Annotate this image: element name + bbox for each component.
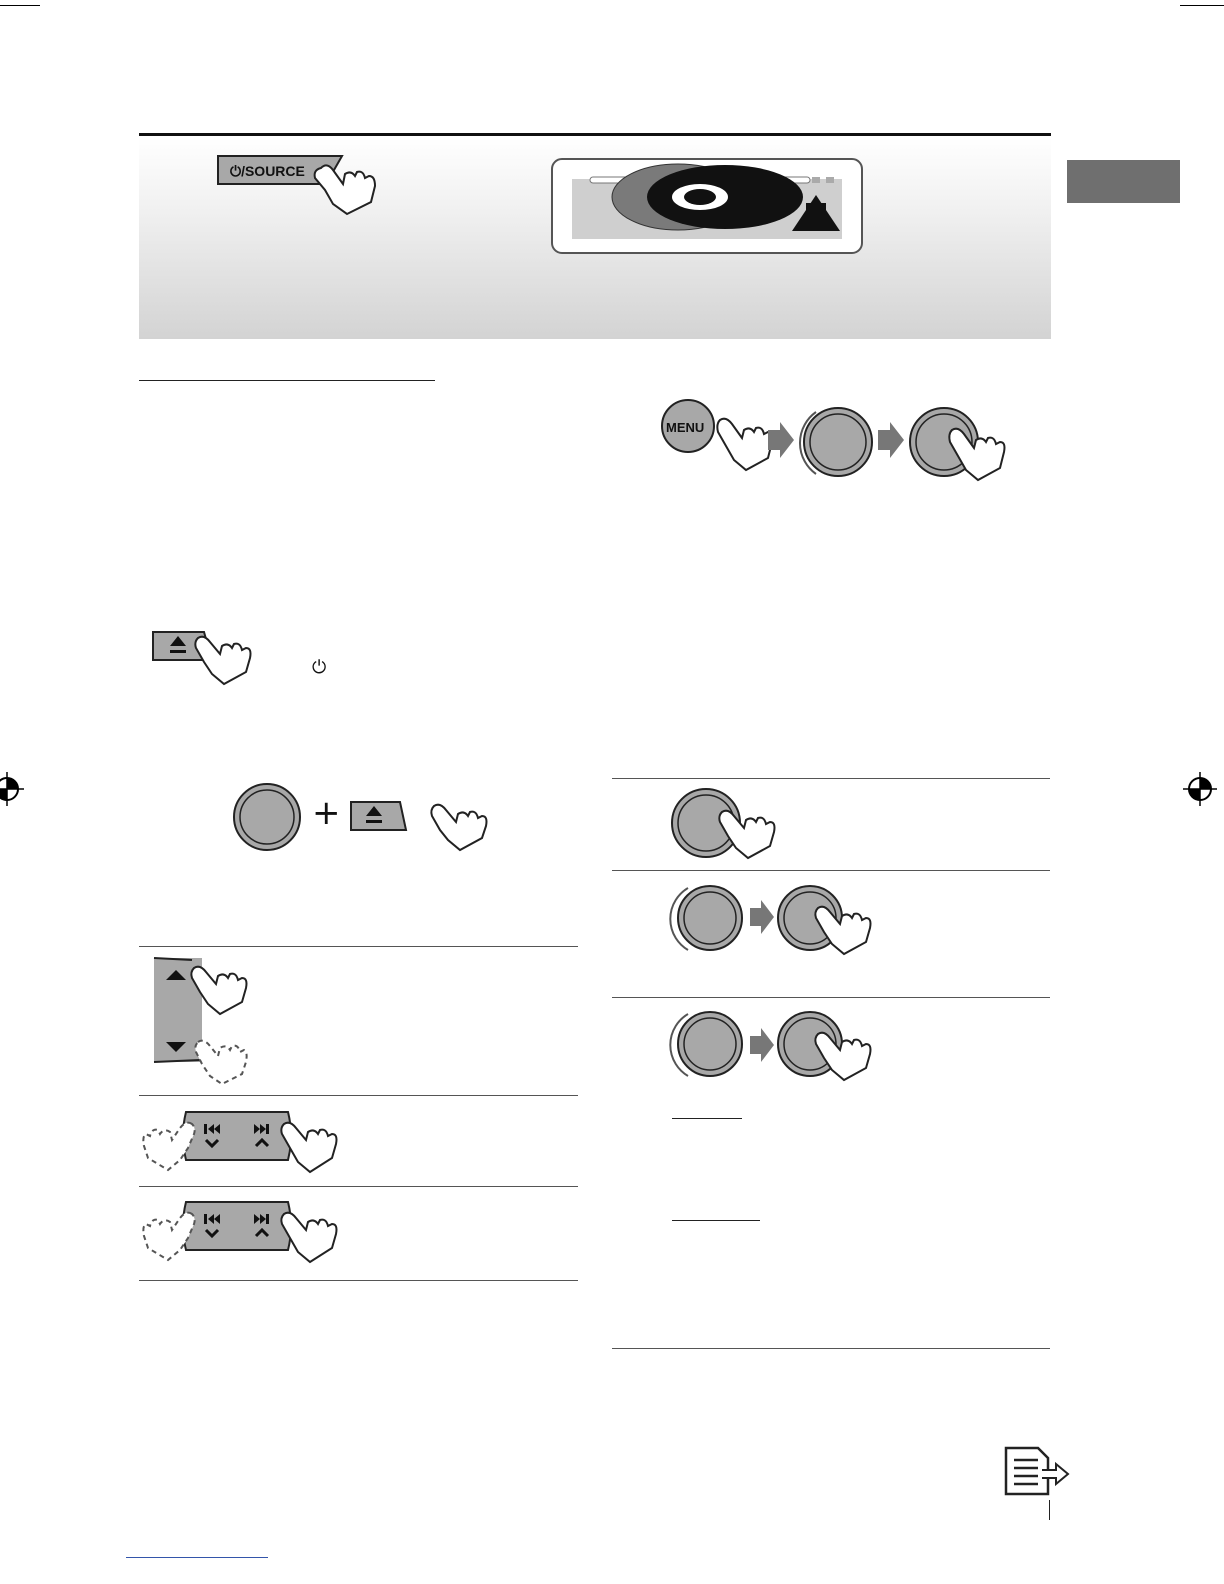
subheading-underline <box>672 1118 742 1119</box>
registration-mark-left <box>0 772 24 806</box>
top-rule <box>139 133 1051 136</box>
eject-button[interactable] <box>348 800 410 834</box>
language-tab <box>1067 160 1180 203</box>
table-rule <box>612 1348 1050 1349</box>
table-rule <box>612 778 1050 779</box>
control-dial-rotate[interactable] <box>672 878 748 958</box>
table-rule <box>139 1280 578 1281</box>
hand-icon <box>714 414 774 474</box>
cd-loading-illustration <box>550 157 866 257</box>
hand-icon <box>716 806 776 862</box>
menu-button[interactable] <box>660 398 720 458</box>
plus-sign: + <box>312 793 341 833</box>
hand-icon <box>812 1028 872 1084</box>
registration-mark-right <box>1183 772 1217 806</box>
hand-icon <box>278 1118 338 1176</box>
hand-icon <box>946 424 1006 484</box>
hand-icon <box>278 1208 338 1266</box>
hand-icon <box>428 802 488 854</box>
heading-underline <box>139 380 435 381</box>
control-dial-rotate[interactable] <box>672 1004 748 1084</box>
table-rule <box>139 946 578 947</box>
arrow-icon <box>750 900 774 934</box>
next-page-icon[interactable] <box>1002 1446 1072 1498</box>
arrow-icon <box>750 1028 774 1062</box>
link-underline[interactable] <box>126 1557 268 1558</box>
page-number-rule <box>1049 1500 1050 1520</box>
hand-icon-dashed <box>142 1118 198 1174</box>
table-rule <box>139 1186 578 1187</box>
control-dial-rotate[interactable] <box>798 402 878 482</box>
hand-icon <box>812 902 872 958</box>
arrow-icon <box>768 422 794 458</box>
crop-mark-top-right <box>1180 5 1224 6</box>
table-rule <box>139 1095 578 1096</box>
control-dial[interactable] <box>232 782 302 852</box>
power-symbol: ⏻ <box>312 657 327 678</box>
crop-mark-top-left <box>0 5 40 6</box>
hand-icon <box>188 962 248 1018</box>
source-button-label: ⏻/SOURCE <box>230 163 305 179</box>
hand-icon <box>192 632 252 688</box>
menu-button-label: MENU <box>666 420 705 435</box>
subheading-underline <box>672 1220 760 1221</box>
hand-icon-dashed <box>142 1208 198 1264</box>
hand-icon <box>305 160 385 220</box>
table-rule <box>612 870 1050 871</box>
table-rule <box>612 997 1050 998</box>
hand-icon-dashed <box>192 1036 248 1088</box>
arrow-icon <box>878 422 904 458</box>
